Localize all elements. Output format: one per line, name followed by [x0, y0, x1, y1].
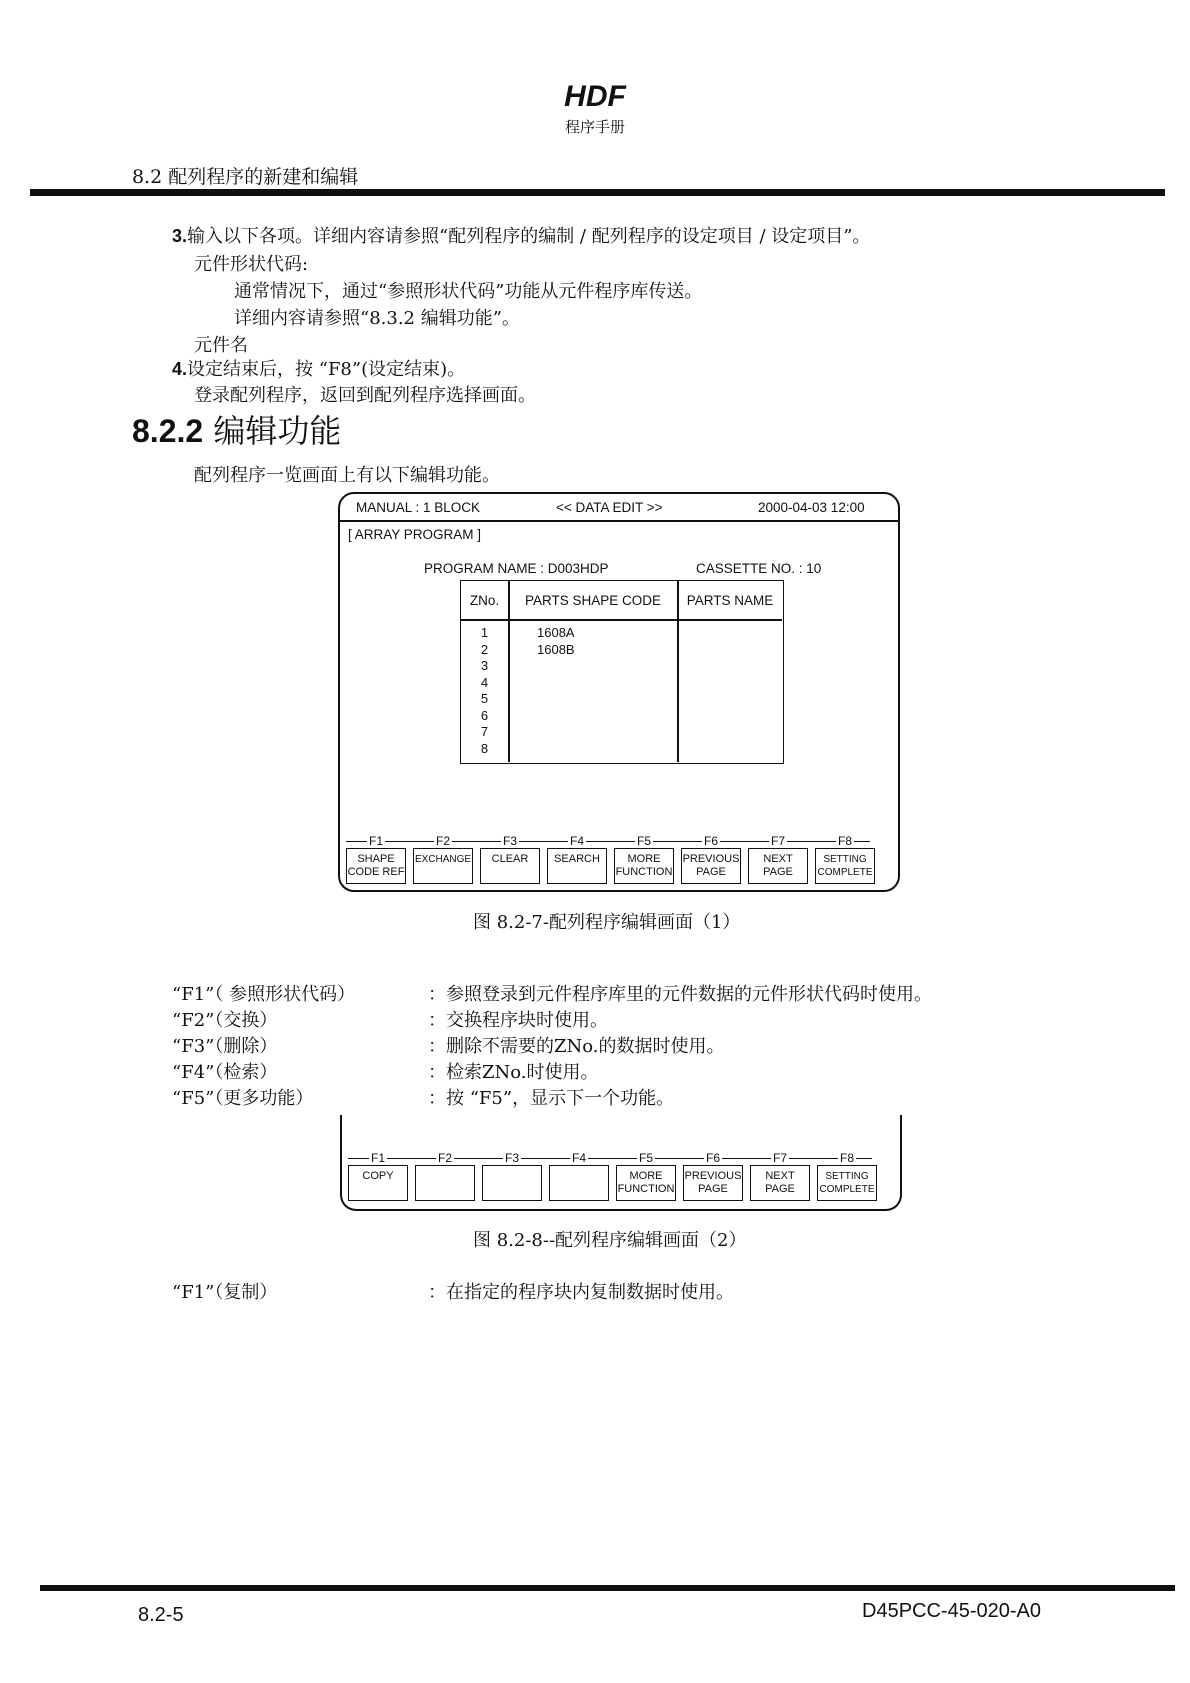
- fkey2-f2-number: F2: [437, 1151, 452, 1165]
- step-3-number: 3.: [172, 226, 188, 246]
- fkey-f8-number: F8: [837, 834, 852, 848]
- zno-6: 6: [480, 707, 489, 723]
- function-key-bar-2: [340, 1151, 902, 1207]
- zno-7: 7: [480, 724, 489, 739]
- fkey2-f5-number: F5: [638, 1151, 653, 1165]
- fkey-f6-button[interactable]: PREVIOUS PAGE: [681, 848, 741, 884]
- zno-column: [461, 625, 508, 757]
- desc-f4-key: “F4”（检索）: [172, 1062, 278, 1083]
- fkey-f4-button[interactable]: SEARCH: [547, 848, 607, 884]
- fkey-f7-button[interactable]: NEXT PAGE: [748, 848, 808, 884]
- fkey-f2-button[interactable]: EXCHANGE: [413, 848, 473, 884]
- step-3: [172, 222, 870, 248]
- manual-subtitle: 程序手册: [564, 118, 625, 136]
- column-header-parts-name: PARTS NAME: [686, 593, 774, 608]
- fkey2-f7-button[interactable]: NEXT PAGE: [750, 1165, 810, 1201]
- shape-code-2[interactable]: 1608B: [537, 641, 575, 657]
- fkey2-f6-button[interactable]: PREVIOUS PAGE: [683, 1165, 743, 1201]
- step-4-text: 设定结束后，按 “F8”(设定结束)。: [187, 359, 466, 380]
- desc-f2-text: ：交换程序块时使用。: [428, 1010, 608, 1031]
- fkey2-f8-number: F8: [839, 1151, 854, 1165]
- desc-f4-text: ：检索ZNo.时使用。: [428, 1062, 599, 1083]
- table-col-divider-1: [508, 581, 510, 762]
- step-3-text: 输入以下各项。详细内容请参照“配列程序的编制 / 配列程序的设定项目 / 设定项目”。: [187, 226, 871, 247]
- fkey-f1-number: F1: [368, 834, 383, 848]
- step-4-number: 4.: [172, 359, 188, 379]
- fkey2-f7-number: F7: [772, 1151, 787, 1165]
- desc-f5-key: “F5”（更多功能）: [172, 1088, 314, 1109]
- zno-5: 5: [480, 691, 489, 706]
- fkey-f6-number: F6: [703, 834, 718, 848]
- step-3-shape-code-note-1: 通常情况下，通过“参照形状代码”功能从元件程序库传送。: [234, 281, 703, 302]
- column-header-zno: ZNo.: [469, 593, 500, 608]
- fkey2-f2-button[interactable]: [415, 1165, 475, 1201]
- step-3-item-shape-code: 元件形状代码:: [194, 254, 309, 275]
- shape-code-1[interactable]: 1608A: [537, 625, 575, 640]
- screen-datetime: 2000-04-03 12:00: [758, 500, 865, 515]
- desc-f3-key: “F3”（删除）: [172, 1036, 278, 1057]
- subsection-number: 8.2.2: [132, 413, 204, 449]
- desc-f3-text: ：删除不需要的ZNo.的数据时使用。: [428, 1036, 725, 1057]
- screen-mode: MANUAL : 1 BLOCK: [356, 500, 481, 515]
- header-rule: [30, 189, 1165, 196]
- desc2-f1-key: “F1”（复制）: [172, 1282, 278, 1303]
- intro-text: 配列程序一览画面上有以下编辑功能。: [194, 465, 500, 486]
- desc-f5-text: ：按 “F5”，显示下一个功能。: [428, 1088, 675, 1109]
- screen-title: << DATA EDIT >>: [556, 500, 663, 515]
- program-name: PROGRAM NAME : D003HDP: [424, 561, 609, 576]
- zno-4: 4: [480, 674, 489, 690]
- column-header-parts-shape-code: PARTS SHAPE CODE: [524, 593, 662, 608]
- subsection-title: 编辑功能: [213, 412, 342, 450]
- fkey2-f1-number: F1: [370, 1151, 385, 1165]
- edit-screen-1: [338, 492, 900, 892]
- zno-2: 2: [480, 641, 489, 657]
- step-4-note: 登录配列程序，返回到配列程序选择画面。: [194, 385, 536, 406]
- fkey2-f4-button[interactable]: [549, 1165, 609, 1201]
- table-col-divider-2: [677, 581, 679, 762]
- fkey-f3-number: F3: [502, 834, 517, 848]
- desc-f1-key: “F1”（ 参照形状代码）: [172, 984, 356, 1005]
- step-4: [172, 355, 465, 381]
- zno-3: 3: [480, 658, 489, 673]
- array-program-label: [ ARRAY PROGRAM ]: [348, 527, 482, 542]
- fkey-f2-number: F2: [435, 834, 450, 848]
- shape-code-column: [537, 625, 575, 658]
- subsection-heading: [132, 406, 341, 452]
- fkey2-f3-number: F3: [504, 1151, 519, 1165]
- fkey-f4-number: F4: [569, 834, 584, 848]
- document-id: D45PCC-45-020-A0: [862, 1600, 1041, 1622]
- figure-caption-2: 图 8.2-8--配列程序编辑画面（2）: [473, 1230, 747, 1251]
- section-title: 8.2 配列程序的新建和编辑: [132, 166, 359, 188]
- step-3-shape-code-note-2: 详细内容请参照“8.3.2 编辑功能”。: [234, 308, 520, 329]
- fkey2-f5-button[interactable]: MORE FUNCTION: [616, 1165, 676, 1201]
- fkey-f1-button[interactable]: SHAPE CODE REF: [346, 848, 406, 884]
- zno-1: 1: [480, 625, 489, 640]
- fkey-f8-button[interactable]: SETTING COMPLETE: [815, 848, 875, 884]
- page-number: 8.2-5: [138, 1604, 184, 1626]
- fkey2-f4-number: F4: [571, 1151, 586, 1165]
- step-3-item-parts-name: 元件名: [194, 335, 248, 356]
- fkey2-f1-button[interactable]: COPY: [348, 1165, 408, 1201]
- fkey2-f6-number: F6: [705, 1151, 720, 1165]
- edit-screen-2: [340, 1115, 902, 1211]
- desc2-f1-text: ：在指定的程序块内复制数据时使用。: [428, 1282, 734, 1303]
- fkey-f5-number: F5: [636, 834, 651, 848]
- zno-8: 8: [480, 740, 489, 756]
- function-key-bar-1: [338, 834, 900, 890]
- fkey-f7-number: F7: [770, 834, 785, 848]
- fkey-f3-button[interactable]: CLEAR: [480, 848, 540, 884]
- desc-f1-text: ：参照登录到元件程序库里的元件数据的元件形状代码时使用。: [428, 984, 932, 1005]
- manual-title: HDF: [564, 80, 626, 113]
- fkey2-f3-button[interactable]: [482, 1165, 542, 1201]
- screen-1-header-divider: [340, 520, 898, 522]
- desc-f2-key: “F2”（交换）: [172, 1010, 278, 1031]
- footer-rule: [40, 1585, 1175, 1591]
- parts-table: [460, 580, 784, 764]
- figure-caption-1: 图 8.2-7-配列程序编辑画面（1）: [473, 912, 741, 933]
- fkey-f5-button[interactable]: MORE FUNCTION: [614, 848, 674, 884]
- cassette-number: CASSETTE NO. : 10: [696, 561, 822, 576]
- fkey2-f8-button[interactable]: SETTING COMPLETE: [817, 1165, 877, 1201]
